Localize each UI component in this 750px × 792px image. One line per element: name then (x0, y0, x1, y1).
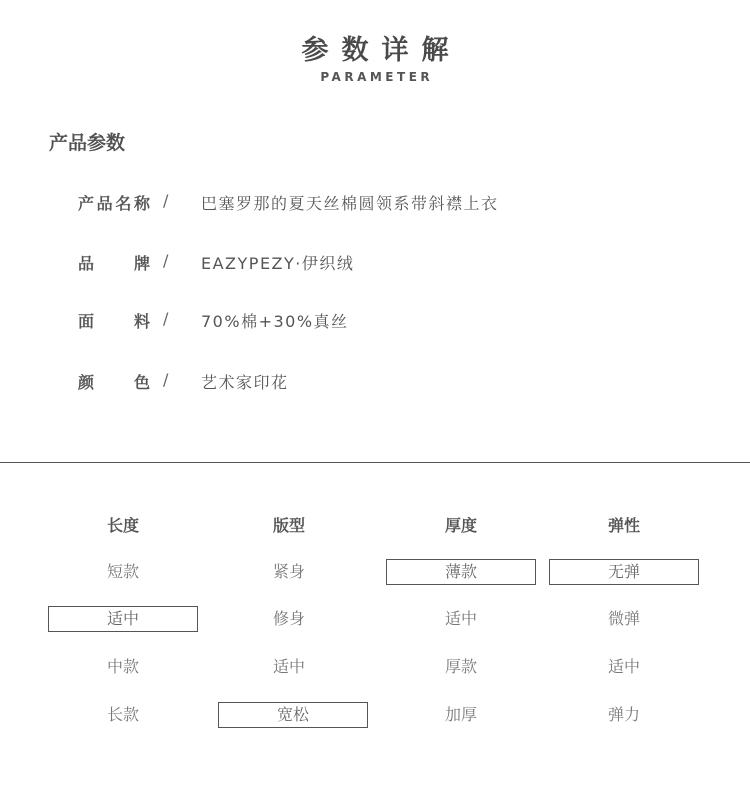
attribute-option-selected: 适中 (48, 606, 198, 632)
attribute-option: 适中 (444, 609, 477, 628)
attribute-header: 长度 (106, 516, 139, 535)
param-value: EAZYPEZY·伊织绒 (201, 254, 355, 273)
page-subtitle: PARAMETER (320, 70, 434, 84)
attribute-option: 弹力 (607, 705, 640, 724)
attribute-option: 紧身 (272, 562, 305, 581)
section-divider (0, 462, 750, 463)
page-title: 参数详解 (301, 35, 462, 66)
param-row-fabric (0, 309, 750, 335)
attribute-option: 中款 (106, 657, 139, 676)
param-value: 巴塞罗那的夏天丝棉圆领系带斜襟上衣 (201, 194, 499, 213)
param-row-brand (0, 251, 750, 277)
attribute-header: 弹性 (607, 516, 640, 535)
param-label: 面料 (78, 312, 150, 331)
attribute-option: 加厚 (444, 705, 477, 724)
attribute-option-selected: 薄款 (386, 559, 536, 585)
param-separator: / (163, 251, 169, 270)
param-row-color (0, 370, 750, 396)
param-value: 艺术家印花 (201, 373, 289, 392)
param-separator: / (163, 370, 169, 389)
attribute-option: 长款 (106, 705, 139, 724)
attribute-option: 适中 (272, 657, 305, 676)
attribute-option: 微弹 (607, 609, 640, 628)
param-separator: / (163, 191, 169, 210)
param-label: 颜色 (78, 373, 150, 392)
param-label: 品牌 (78, 254, 150, 273)
param-row-name (0, 191, 750, 217)
attribute-option: 短款 (106, 562, 139, 581)
attribute-option-selected: 无弹 (549, 559, 699, 585)
attribute-option-selected: 宽松 (218, 702, 368, 728)
attribute-header: 厚度 (444, 516, 477, 535)
param-separator: / (163, 309, 169, 328)
attribute-option: 适中 (607, 657, 640, 676)
param-label: 产品名称 (78, 194, 150, 213)
param-value: 70%棉+30%真丝 (201, 312, 349, 331)
product-params-heading: 产品参数 (49, 132, 126, 154)
attribute-option: 修身 (272, 609, 305, 628)
attribute-header: 版型 (272, 516, 305, 535)
attribute-option: 厚款 (444, 657, 477, 676)
